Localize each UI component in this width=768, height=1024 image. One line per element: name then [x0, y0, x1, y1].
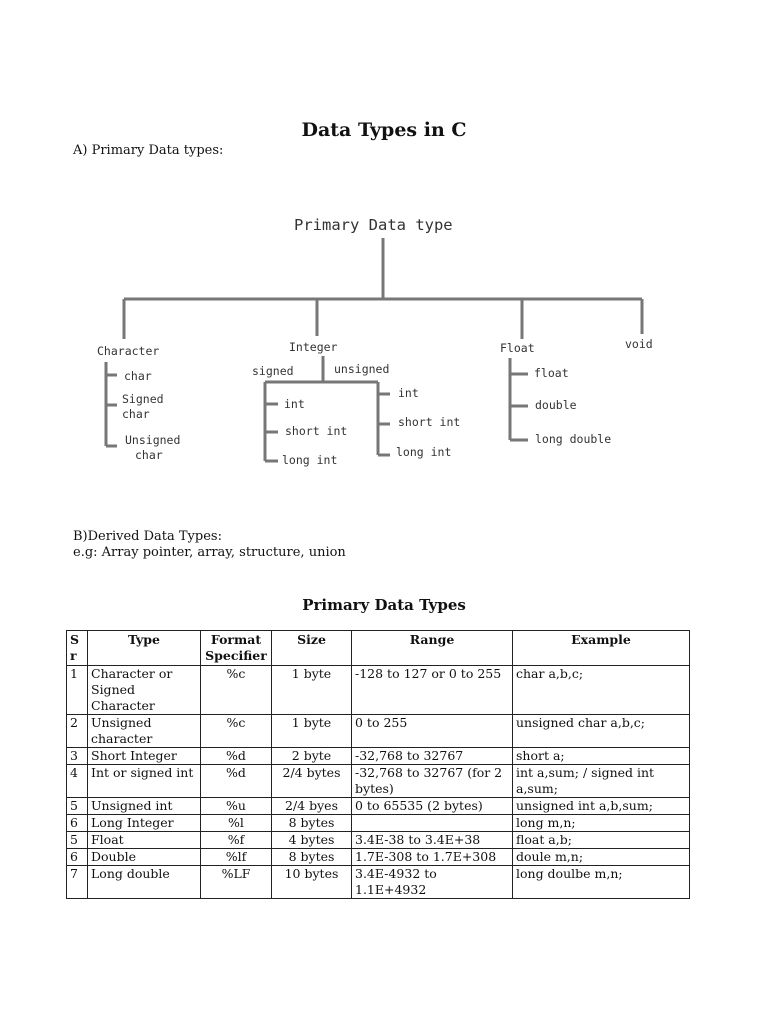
cell-format: %c: [201, 666, 272, 715]
tree-character-label: Character: [97, 344, 160, 358]
cell-type: Long double: [88, 866, 201, 899]
tree-unsigned-item: long int: [396, 445, 452, 459]
table-row: [67, 815, 690, 832]
header-sr: S r: [67, 631, 88, 666]
cell-example: unsigned char a,b,c;: [513, 715, 690, 748]
table-row: [67, 798, 690, 815]
section-b-heading: B)Derived Data Types:: [73, 529, 222, 544]
cell-example: doule m,n;: [513, 849, 690, 866]
header-range: Range: [352, 631, 513, 666]
cell-size: 2 byte: [272, 748, 352, 765]
cell-sr: 7: [67, 866, 88, 899]
tree-signed-item: long int: [282, 453, 338, 467]
cell-format: %f: [201, 832, 272, 849]
tree-float-label: Float: [500, 341, 535, 355]
cell-range: 1.7E-308 to 1.7E+308: [352, 849, 513, 866]
primary-data-type-tree: [0, 0, 768, 500]
cell-sr: 5: [67, 798, 88, 815]
cell-range: -32,768 to 32767: [352, 748, 513, 765]
cell-range: 3.4E-38 to 3.4E+38: [352, 832, 513, 849]
tree-integer-label: Integer: [289, 340, 338, 354]
tree-signed-item: short int: [285, 424, 348, 438]
page-title: Data Types in C: [301, 119, 467, 141]
primary-data-types-table: [66, 630, 690, 899]
cell-type: Character or Signed Character: [88, 666, 201, 715]
section-b-example: e.g: Array pointer, array, structure, union: [73, 545, 346, 560]
cell-example: unsigned int a,b,sum;: [513, 798, 690, 815]
tree-float-item: double: [535, 398, 577, 412]
cell-range: [352, 815, 513, 832]
tree-root-label: Primary Data type: [294, 216, 453, 234]
tree-unsigned-item: int: [398, 386, 419, 400]
cell-size: 2/4 bytes: [272, 765, 352, 798]
cell-type: Short Integer: [88, 748, 201, 765]
tree-float-item: long double: [535, 432, 612, 446]
cell-range: 0 to 65535 (2 bytes): [352, 798, 513, 815]
cell-format: %LF: [201, 866, 272, 899]
table-row: [67, 666, 690, 715]
cell-size: 2/4 byes: [272, 798, 352, 815]
header-format-specifier: Format Specifier: [201, 631, 272, 666]
header-type: Type: [88, 631, 201, 666]
tree-unsigned-item: short int: [398, 415, 461, 429]
cell-sr: 5: [67, 832, 88, 849]
cell-range: -32,768 to 32767 (for 2 bytes): [352, 765, 513, 798]
cell-example: int a,sum; / signed int a,sum;: [513, 765, 690, 798]
cell-size: 4 bytes: [272, 832, 352, 849]
cell-size: 1 byte: [272, 715, 352, 748]
cell-type: Double: [88, 849, 201, 866]
cell-type: Long Integer: [88, 815, 201, 832]
cell-sr: 6: [67, 849, 88, 866]
table-row: [67, 715, 690, 748]
cell-example: long doulbe m,n;: [513, 866, 690, 899]
cell-range: 3.4E-4932 to 1.1E+4932: [352, 866, 513, 899]
header-size: Size: [272, 631, 352, 666]
cell-example: long m,n;: [513, 815, 690, 832]
cell-range: 0 to 255: [352, 715, 513, 748]
cell-example: float a,b;: [513, 832, 690, 849]
tree-character-item: Unsigned: [125, 433, 181, 447]
cell-type: Unsigned int: [88, 798, 201, 815]
table-row: [67, 765, 690, 798]
table-header-row: [67, 631, 690, 666]
tree-void-label: void: [625, 337, 653, 351]
cell-sr: 2: [67, 715, 88, 748]
cell-sr: 4: [67, 765, 88, 798]
header-example: Example: [513, 631, 690, 666]
tree-character-item: Signed: [122, 392, 164, 406]
tree-character-item: char: [122, 407, 150, 421]
cell-format: %d: [201, 748, 272, 765]
cell-sr: 6: [67, 815, 88, 832]
cell-range: -128 to 127 or 0 to 255: [352, 666, 513, 715]
table-row: [67, 866, 690, 899]
cell-sr: 1: [67, 666, 88, 715]
cell-example: char a,b,c;: [513, 666, 690, 715]
tree-signed-item: int: [284, 397, 305, 411]
table-title: Primary Data Types: [302, 596, 466, 614]
cell-size: 10 bytes: [272, 866, 352, 899]
tree-connectors: [106, 238, 642, 461]
cell-format: %lf: [201, 849, 272, 866]
cell-type: Unsigned character: [88, 715, 201, 748]
cell-size: 8 bytes: [272, 849, 352, 866]
cell-type: Float: [88, 832, 201, 849]
table-row: [67, 849, 690, 866]
tree-signed-label: signed: [252, 364, 294, 378]
tree-float-item: float: [534, 366, 569, 380]
section-a-heading: A) Primary Data types:: [73, 143, 224, 158]
table-row: [67, 748, 690, 765]
cell-format: %c: [201, 715, 272, 748]
cell-format: %d: [201, 765, 272, 798]
cell-sr: 3: [67, 748, 88, 765]
tree-character-item: char: [124, 369, 152, 383]
cell-format: %u: [201, 798, 272, 815]
cell-size: 1 byte: [272, 666, 352, 715]
tree-unsigned-label: unsigned: [334, 362, 390, 376]
tree-character-item: char: [135, 448, 163, 462]
cell-example: short a;: [513, 748, 690, 765]
table-row: [67, 832, 690, 849]
cell-type: Int or signed int: [88, 765, 201, 798]
cell-size: 8 bytes: [272, 815, 352, 832]
cell-format: %l: [201, 815, 272, 832]
